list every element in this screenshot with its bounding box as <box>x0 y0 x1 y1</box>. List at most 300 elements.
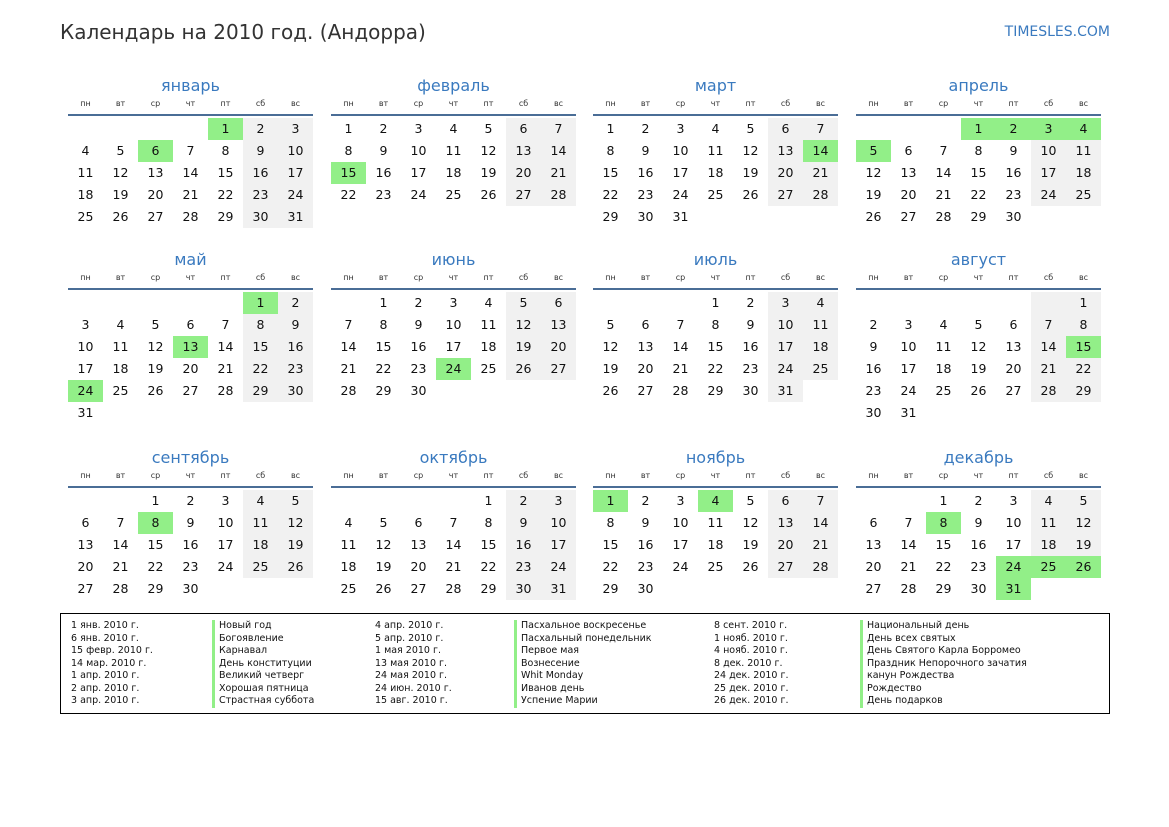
weekday-label: ср <box>675 471 686 480</box>
day-cell: 6 <box>81 515 90 530</box>
day-cell: 25 <box>1031 556 1066 578</box>
day-cell: 23 <box>410 361 427 376</box>
empty-day <box>208 578 243 600</box>
weekday-header <box>856 471 1101 488</box>
weekday-label: пн <box>80 273 91 282</box>
day-cell: 15 <box>217 165 234 180</box>
day-cell: 28 <box>340 383 357 398</box>
weekday-label: ср <box>150 471 161 480</box>
day-cell: 13 <box>410 537 427 552</box>
month-1 <box>68 75 313 228</box>
empty-day <box>278 578 313 600</box>
month-4 <box>856 75 1101 228</box>
legend-date: 26 дек. 2010 г. <box>714 695 789 706</box>
day-cell: 28 <box>112 581 129 596</box>
day-cell: 14 <box>217 339 234 354</box>
weekday-label: сб <box>518 99 529 108</box>
day-cell: 12 <box>278 512 313 534</box>
day-cell: 28 <box>1031 380 1066 402</box>
day-cell: 27 <box>506 184 541 206</box>
day-cell: 27 <box>768 556 803 578</box>
weekday-label: чт <box>448 99 459 108</box>
legend-holiday: День подарков <box>860 695 1027 708</box>
day-cell: 19 <box>742 537 759 552</box>
day-cell: 13 <box>865 537 882 552</box>
day-cell: 22 <box>935 559 952 574</box>
day-cell: 4 <box>939 317 948 332</box>
day-cell: 18 <box>340 559 357 574</box>
legend-holiday: Рождество <box>860 683 1027 696</box>
empty-day <box>103 292 138 314</box>
day-cell: 5 <box>506 292 541 314</box>
empty-day <box>1031 578 1066 600</box>
day-cell: 11 <box>112 339 129 354</box>
day-cell: 29 <box>147 581 164 596</box>
day-cell: 5 <box>856 140 891 162</box>
day-cell: 22 <box>707 361 724 376</box>
empty-day <box>278 402 313 424</box>
empty-day <box>506 380 541 402</box>
day-cell: 22 <box>147 559 164 574</box>
day-cell: 29 <box>970 209 987 224</box>
weekday-label: чт <box>185 273 196 282</box>
legend-holiday: День конституции <box>212 658 314 671</box>
empty-day <box>68 292 103 314</box>
day-cell: 7 <box>541 118 576 140</box>
empty-day <box>663 578 698 600</box>
day-cell: 23 <box>506 556 541 578</box>
day-cell: 12 <box>742 143 759 158</box>
day-cell: 29 <box>707 383 724 398</box>
day-cell: 4 <box>1031 490 1066 512</box>
legend-holiday: Карнавал <box>212 645 314 658</box>
day-cell: 6 <box>541 292 576 314</box>
day-cell: 11 <box>1031 512 1066 534</box>
day-cell: 13 <box>147 165 164 180</box>
day-cell: 21 <box>803 162 838 184</box>
month-name: февраль <box>417 76 490 95</box>
weekday-label: вт <box>378 99 389 108</box>
day-cell: 23 <box>742 361 759 376</box>
day-cell: 22 <box>217 187 234 202</box>
day-cell: 9 <box>1009 143 1018 158</box>
day-cell: 3 <box>414 121 423 136</box>
month-11 <box>593 447 838 600</box>
legend-holiday: Иванов день <box>514 683 652 696</box>
day-cell: 14 <box>935 165 952 180</box>
day-cell: 24 <box>541 556 576 578</box>
weekday-label: пт <box>745 273 756 282</box>
day-cell: 19 <box>375 559 392 574</box>
legend-holiday: День Святого Карла Борромео <box>860 645 1027 658</box>
day-cell: 19 <box>1066 534 1101 556</box>
day-grid <box>68 292 313 424</box>
day-cell: 4 <box>344 515 353 530</box>
day-cell: 4 <box>116 317 125 332</box>
day-cell: 15 <box>602 165 619 180</box>
day-cell: 16 <box>865 361 882 376</box>
day-cell: 29 <box>602 581 619 596</box>
day-cell: 24 <box>900 383 917 398</box>
day-cell: 13 <box>541 314 576 336</box>
weekday-header <box>593 99 838 116</box>
empty-day <box>856 490 891 512</box>
month-name: июнь <box>431 250 476 269</box>
legend-date: 1 нояб. 2010 г. <box>714 632 788 644</box>
empty-day <box>103 402 138 424</box>
day-cell: 1 <box>344 121 353 136</box>
legend-date: 24 июн. 2010 г. <box>375 682 452 694</box>
day-cell: 23 <box>278 358 313 380</box>
day-grid <box>331 292 576 402</box>
weekday-label: пт <box>745 99 756 108</box>
weekday-header <box>68 471 313 488</box>
weekday-header <box>593 273 838 290</box>
day-cell: 19 <box>112 187 129 202</box>
day-cell: 4 <box>81 143 90 158</box>
day-cell: 6 <box>1009 317 1018 332</box>
legend-holiday: Хорошая пятница <box>212 683 314 696</box>
day-cell: 8 <box>221 143 230 158</box>
legend-holiday: День всех святых <box>860 633 1027 646</box>
day-cell: 30 <box>1005 209 1022 224</box>
day-cell: 3 <box>904 317 913 332</box>
day-cell: 11 <box>445 143 462 158</box>
weekday-label: пн <box>343 471 354 480</box>
weekday-label: пт <box>483 273 494 282</box>
day-cell: 24 <box>768 358 803 380</box>
day-cell: 28 <box>803 184 838 206</box>
day-cell: 31 <box>672 209 689 224</box>
day-cell: 14 <box>340 339 357 354</box>
weekday-label: пт <box>483 471 494 480</box>
day-cell: 2 <box>243 118 278 140</box>
empty-day <box>733 206 768 228</box>
weekday-label: ср <box>413 99 424 108</box>
weekday-label: чт <box>710 471 721 480</box>
weekday-label: чт <box>973 273 984 282</box>
day-cell: 15 <box>970 165 987 180</box>
empty-day <box>471 380 506 402</box>
day-cell: 31 <box>900 405 917 420</box>
day-cell: 5 <box>746 493 755 508</box>
legend-date: 13 мая 2010 г. <box>375 657 448 669</box>
day-cell: 16 <box>742 339 759 354</box>
day-cell: 10 <box>672 143 689 158</box>
empty-day <box>366 490 401 512</box>
day-cell: 30 <box>637 581 654 596</box>
empty-day <box>436 490 471 512</box>
day-cell: 21 <box>217 361 234 376</box>
day-cell: 8 <box>974 143 983 158</box>
day-cell: 7 <box>939 143 948 158</box>
legend-holiday: Новый год <box>212 620 314 633</box>
weekday-label: пт <box>1008 471 1019 480</box>
empty-day <box>103 490 138 512</box>
weekday-label: вс <box>1078 273 1089 282</box>
day-cell: 13 <box>768 512 803 534</box>
day-cell: 4 <box>449 121 458 136</box>
legend-dates-3 <box>714 620 789 708</box>
day-cell: 24 <box>68 380 103 402</box>
day-grid <box>68 118 313 228</box>
weekday-header <box>331 471 576 488</box>
day-cell: 14 <box>803 140 838 162</box>
day-cell: 27 <box>147 209 164 224</box>
weekday-label: чт <box>973 471 984 480</box>
weekday-label: ср <box>413 471 424 480</box>
day-cell: 1 <box>593 490 628 512</box>
empty-day <box>401 490 436 512</box>
day-cell: 17 <box>217 537 234 552</box>
day-cell: 18 <box>243 534 278 556</box>
legend-holiday: Пасхальное воскресенье <box>514 620 652 633</box>
day-cell: 19 <box>278 534 313 556</box>
weekday-label: сб <box>518 471 529 480</box>
day-cell: 13 <box>768 140 803 162</box>
day-cell: 11 <box>480 317 497 332</box>
day-cell: 15 <box>331 162 366 184</box>
day-cell: 30 <box>243 206 278 228</box>
day-cell: 14 <box>672 339 689 354</box>
empty-day <box>138 402 173 424</box>
day-cell: 2 <box>278 292 313 314</box>
weekday-label: чт <box>710 273 721 282</box>
day-cell: 21 <box>803 534 838 556</box>
day-cell: 27 <box>1005 383 1022 398</box>
day-cell: 3 <box>676 493 685 508</box>
legend-date: 3 апр. 2010 г. <box>71 695 140 706</box>
weekday-label: пн <box>605 99 616 108</box>
day-cell: 14 <box>900 537 917 552</box>
day-cell: 10 <box>217 515 234 530</box>
day-cell: 4 <box>1066 118 1101 140</box>
page-title: Календарь на 2010 год. (Андорра) <box>60 20 426 44</box>
day-cell: 8 <box>484 515 493 530</box>
legend-date: 4 нояб. 2010 г. <box>714 645 788 656</box>
empty-day <box>856 118 891 140</box>
legend-holiday: Пасхальный понедельник <box>514 633 652 646</box>
empty-day <box>996 402 1031 424</box>
day-cell: 24 <box>410 187 427 202</box>
legend-date: 1 мая 2010 г. <box>375 645 441 656</box>
weekday-label: пн <box>80 471 91 480</box>
day-cell: 25 <box>243 556 278 578</box>
day-cell: 1 <box>606 121 615 136</box>
day-cell: 17 <box>672 165 689 180</box>
day-cell: 20 <box>541 336 576 358</box>
empty-day <box>68 490 103 512</box>
day-cell: 10 <box>445 317 462 332</box>
legend-date: 4 апр. 2010 г. <box>375 620 444 631</box>
day-cell: 9 <box>186 515 195 530</box>
day-cell: 9 <box>414 317 423 332</box>
day-cell: 20 <box>147 187 164 202</box>
weekday-label: ср <box>938 273 949 282</box>
day-cell: 16 <box>637 537 654 552</box>
empty-day <box>891 118 926 140</box>
empty-day <box>768 206 803 228</box>
site-link[interactable]: TIMESLES.COM <box>1004 24 1110 40</box>
empty-day <box>961 402 996 424</box>
day-cell: 12 <box>970 339 987 354</box>
day-cell: 16 <box>410 339 427 354</box>
empty-day <box>593 292 628 314</box>
weekday-label: вт <box>378 471 389 480</box>
day-cell: 7 <box>186 143 195 158</box>
day-cell: 6 <box>768 118 803 140</box>
day-cell: 26 <box>1066 556 1101 578</box>
weekday-header <box>68 99 313 116</box>
day-cell: 9 <box>278 314 313 336</box>
day-cell: 2 <box>974 493 983 508</box>
weekday-label: чт <box>973 99 984 108</box>
day-cell: 26 <box>375 581 392 596</box>
day-cell: 8 <box>379 317 388 332</box>
month-9 <box>68 447 313 600</box>
day-grid <box>331 118 576 206</box>
empty-day <box>891 292 926 314</box>
weekday-label: пт <box>1008 99 1019 108</box>
day-cell: 13 <box>77 537 94 552</box>
empty-day <box>541 380 576 402</box>
day-cell: 25 <box>935 383 952 398</box>
day-cell: 10 <box>1031 140 1066 162</box>
day-cell: 7 <box>803 118 838 140</box>
day-cell: 18 <box>707 165 724 180</box>
day-cell: 30 <box>278 380 313 402</box>
day-cell: 18 <box>707 537 724 552</box>
day-cell: 2 <box>641 493 650 508</box>
legend-date: 5 апр. 2010 г. <box>375 632 444 644</box>
legend-date: 6 янв. 2010 г. <box>71 632 139 644</box>
empty-day <box>733 578 768 600</box>
day-grid <box>856 292 1101 424</box>
day-cell: 23 <box>182 559 199 574</box>
day-cell: 21 <box>182 187 199 202</box>
day-cell: 8 <box>711 317 720 332</box>
month-name: апрель <box>948 76 1009 95</box>
day-cell: 5 <box>278 490 313 512</box>
day-cell: 19 <box>147 361 164 376</box>
day-cell: 7 <box>449 515 458 530</box>
day-cell: 23 <box>1005 187 1022 202</box>
weekday-label: сб <box>1043 273 1054 282</box>
day-cell: 29 <box>243 380 278 402</box>
day-cell: 12 <box>602 339 619 354</box>
weekday-label: пн <box>868 471 879 480</box>
day-cell: 22 <box>602 187 619 202</box>
day-cell: 2 <box>379 121 388 136</box>
day-cell: 6 <box>506 118 541 140</box>
day-cell: 15 <box>243 336 278 358</box>
day-cell: 14 <box>112 537 129 552</box>
day-cell: 28 <box>445 581 462 596</box>
day-cell: 11 <box>1066 140 1101 162</box>
day-cell: 14 <box>445 537 462 552</box>
day-cell: 1 <box>961 118 996 140</box>
weekday-label: вт <box>903 99 914 108</box>
day-cell: 17 <box>278 162 313 184</box>
day-cell: 25 <box>340 581 357 596</box>
day-cell: 4 <box>484 295 493 310</box>
day-cell: 15 <box>480 537 497 552</box>
day-cell: 29 <box>217 209 234 224</box>
day-cell: 13 <box>173 336 208 358</box>
day-cell: 21 <box>900 559 917 574</box>
empty-day <box>173 118 208 140</box>
day-cell: 19 <box>480 165 497 180</box>
day-cell: 25 <box>445 187 462 202</box>
legend-dates-2 <box>375 620 452 708</box>
day-cell: 3 <box>676 121 685 136</box>
empty-day <box>768 578 803 600</box>
month-name: июль <box>693 250 738 269</box>
day-cell: 26 <box>742 187 759 202</box>
day-cell: 20 <box>410 559 427 574</box>
day-cell: 19 <box>742 165 759 180</box>
day-cell: 23 <box>375 187 392 202</box>
legend-holiday: Первое мая <box>514 645 652 658</box>
day-cell: 5 <box>1066 490 1101 512</box>
day-cell: 17 <box>77 361 94 376</box>
day-cell: 25 <box>803 358 838 380</box>
month-name: август <box>950 250 1007 269</box>
day-cell: 1 <box>379 295 388 310</box>
day-cell: 23 <box>637 559 654 574</box>
empty-day <box>138 292 173 314</box>
month-3 <box>593 75 838 228</box>
day-cell: 9 <box>641 515 650 530</box>
weekday-label: вт <box>640 273 651 282</box>
weekday-label: ср <box>150 273 161 282</box>
day-cell: 27 <box>182 383 199 398</box>
weekday-label: вс <box>290 471 301 480</box>
weekday-label: ср <box>938 471 949 480</box>
weekday-label: сб <box>780 273 791 282</box>
day-cell: 26 <box>278 556 313 578</box>
day-cell: 11 <box>935 339 952 354</box>
day-cell: 18 <box>445 165 462 180</box>
weekday-label: пн <box>868 99 879 108</box>
day-cell: 12 <box>742 515 759 530</box>
day-cell: 18 <box>112 361 129 376</box>
day-cell: 20 <box>506 162 541 184</box>
day-cell: 10 <box>900 339 917 354</box>
day-cell: 24 <box>1031 184 1066 206</box>
day-cell: 8 <box>926 512 961 534</box>
legend-date: 24 дек. 2010 г. <box>714 670 789 681</box>
legend-names-3 <box>860 620 1027 708</box>
day-cell: 20 <box>77 559 94 574</box>
day-cell: 23 <box>865 383 882 398</box>
day-cell: 8 <box>606 143 615 158</box>
weekday-label: пн <box>80 99 91 108</box>
day-cell: 7 <box>904 515 913 530</box>
day-cell: 16 <box>1005 165 1022 180</box>
day-cell: 27 <box>77 581 94 596</box>
weekday-label: вс <box>1078 471 1089 480</box>
day-cell: 5 <box>606 317 615 332</box>
day-cell: 27 <box>900 209 917 224</box>
weekday-header <box>856 273 1101 290</box>
day-grid <box>856 118 1101 228</box>
day-cell: 15 <box>602 537 619 552</box>
day-cell: 3 <box>768 292 803 314</box>
day-cell: 11 <box>77 165 94 180</box>
day-grid <box>593 490 838 600</box>
weekday-header <box>856 99 1101 116</box>
